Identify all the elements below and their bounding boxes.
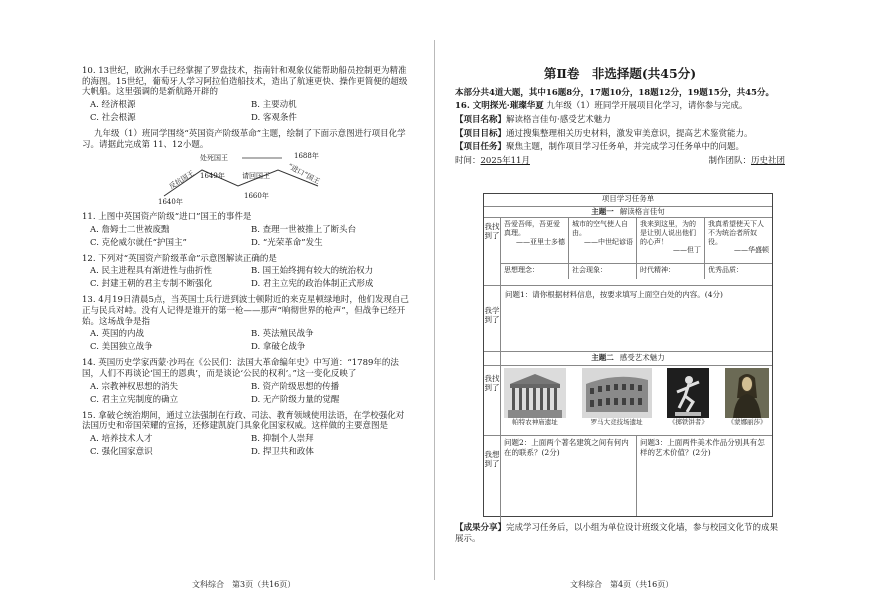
option-b: B. 国王始终拥有较大的统治权力 — [251, 266, 374, 277]
timeline-diagram — [82, 152, 412, 208]
page-divider — [434, 40, 435, 580]
option-c: C. 社会根源 — [90, 112, 136, 123]
theme-2-title: 感受艺术魅力 — [619, 353, 665, 362]
timeline-label-restore: 请回国王 — [242, 172, 270, 181]
option-b: B. 英法殖民战争 — [251, 329, 314, 340]
meta-row — [455, 156, 785, 167]
option-d: D. 君主立宪的政治体制正式形成 — [251, 279, 374, 290]
option-a: A. 经济根源 — [90, 99, 136, 110]
mona-lisa-image — [725, 368, 769, 418]
project-task — [455, 142, 785, 153]
question-10 — [82, 66, 412, 126]
quote-source: ——华盛顿 — [734, 246, 769, 255]
quote-cell — [637, 218, 705, 263]
side-label-found-1: 我找到了 — [484, 218, 501, 288]
timeline-label-1649: 1649年 — [200, 172, 225, 181]
question-text: 15. 拿破仑统治期间，通过立法强制在行政、司法、教育领域使用法语，在学校强化对法国历史和帝国荣耀的宣扬，还修建凯旋门具象化国家权威。这样做的主要意图是 — [82, 410, 405, 432]
team-value: 历史社团 — [750, 155, 785, 166]
option-b: B. 查理一世被推上了断头台 — [251, 224, 357, 235]
quote-cell — [569, 218, 637, 263]
discobolus-image — [667, 368, 709, 418]
project-name-label: 【项目名称】 — [455, 114, 507, 125]
timeline-label-1640: 1640年 — [158, 198, 183, 207]
question-1: 问题1：请你根据材料信息，按要求填写上面空白处的内容。(4分) — [505, 290, 723, 299]
option-d: D. “光荣革命”发生 — [251, 237, 323, 248]
field-spirit: 时代精神： — [637, 264, 705, 279]
options — [90, 382, 412, 408]
option-b: B. 抑制个人崇拜 — [251, 433, 314, 444]
timeline-label-import: “进口”国王 — [286, 162, 322, 186]
question-text: 14. 英国历史学家西蒙·沙玛在《公民们：法国大革命编年史》中写道：“1789年的法国，人们不再谈论‘国王的恩典’，而是谈论‘公民的权利’。”这一变化反映了 — [82, 358, 399, 379]
timeline-label-resist: 反抗国王 — [167, 169, 196, 191]
rule — [484, 285, 772, 286]
project-name-value: 解读格言佳句·感受艺术魅力 — [506, 114, 611, 125]
right-page — [455, 66, 785, 169]
share-text: 完成学习任务后，以小组为单位设计班级文化墙，参与校园文化节的成果展示。 — [455, 523, 779, 544]
option-a: A. 宗教神权思想的消失 — [90, 381, 179, 392]
question-text: 13. 4月19日清晨5点，当英国士兵行进到波士顿附近的来克星顿绿地时，他们发现自己正与民兵对峙。没有人记得是谁开的第一枪——那声“响彻世界的枪声”，但战争已经开始。这场战争是指 — [82, 295, 409, 327]
picture-mona-lisa — [725, 368, 769, 426]
left-page — [82, 66, 412, 463]
option-a: A. 培养技术人才 — [90, 433, 153, 444]
option-c: C. 君主立宪制度的确立 — [90, 394, 179, 405]
field-idea: 思想理念： — [501, 264, 569, 279]
picture-caption: 《掷铁饼者》 — [668, 418, 708, 426]
quote-text: 我来到这里，为的是让别人说出他们的心声！ — [640, 220, 696, 246]
theme-2 — [484, 353, 772, 364]
option-b: B. 资产阶级思想的传播 — [251, 381, 340, 392]
question-16-intro — [455, 101, 785, 112]
side-label-found-2: 我找到了 — [484, 366, 501, 442]
quote-source: ——但丁 — [673, 246, 701, 255]
theme-1-title: 解读格言佳句 — [619, 207, 665, 216]
project-task-value: 聚焦主题，制作项目学习任务单，并完成学习任务单中的问题。 — [506, 142, 745, 153]
option-c: C. 封建王朝的君主专制不断强化 — [90, 279, 213, 290]
option-d: D. 客观条件 — [251, 112, 297, 123]
theme-2-label: 主题二 — [591, 353, 614, 362]
quote-cell — [705, 218, 772, 263]
project-task-label: 【项目任务】 — [455, 142, 507, 153]
right-page-footer: 文科综合 第4页（共16页） — [570, 580, 674, 589]
results-share — [455, 523, 785, 544]
quote-section — [501, 218, 772, 279]
question-text: 11. 上图中英国资产阶级“进口”国王的事件是 — [82, 212, 252, 223]
task-sheet — [483, 193, 773, 517]
quote-source: ——亚里士多德 — [516, 237, 565, 246]
timeline-label-1688: 1688年 — [294, 152, 319, 161]
option-c: C. 克伦威尔就任“护国主” — [90, 237, 187, 248]
question-16-head: 16. 文明探光·璀璨华夏 — [455, 101, 544, 112]
quote-text: 我真希望使天下人不为统治者所奴役。 — [708, 220, 764, 246]
project-goal-value: 通过搜集整理相关历史材料，激发审美意识，提高艺术鉴赏能力。 — [506, 128, 753, 139]
option-c: C. 美国独立战争 — [90, 342, 153, 353]
options — [90, 434, 412, 460]
section-note: 本部分共4道大题，其中16题8分，17题10分，18题12分，19题15分，共45分。 — [455, 87, 774, 98]
option-d: D. 无产阶级力量的觉醒 — [251, 394, 340, 405]
option-a: A. 民主进程具有渐进性与曲折性 — [90, 266, 213, 277]
question-11 — [82, 212, 412, 251]
theme-1-label: 主题一 — [591, 207, 614, 216]
option-d: D. 拿破仑战争 — [251, 342, 306, 353]
question-3: 问题3：上面两件美术作品分别具有怎样的艺术价值？(2分) — [640, 438, 765, 457]
time-field — [455, 156, 530, 167]
option-c: C. 强化国家意识 — [90, 446, 153, 457]
colosseum-image — [582, 368, 652, 418]
question-16-text: 九年级（1）班同学开展项目化学习，请你参与完成。 — [546, 101, 748, 112]
question-13 — [82, 295, 412, 355]
option-d: D. 捍卫共和政体 — [251, 446, 314, 457]
picture-caption: 《蒙娜丽莎》 — [727, 418, 767, 426]
option-a: A. 英国的内战 — [90, 329, 145, 340]
quote-text: 吾爱吾师，吾更爱真理。 — [504, 220, 560, 237]
picture-caption: 帕特农神庙遗址 — [512, 418, 558, 426]
parthenon-image — [504, 368, 566, 418]
project-name — [455, 115, 785, 126]
quote-source: ——中世纪谚语 — [584, 237, 633, 246]
quote-cell — [501, 218, 569, 263]
picture-caption: 罗马大竞技场遗址 — [590, 418, 643, 426]
options — [90, 225, 412, 251]
question-text: 10. 13世纪，欧洲水手已经掌握了罗盘技术，指南针和观象仪能帮助船员控制更为精准的海图。15世纪，葡萄牙人学习阿拉伯造船技术，造出了航速更快、操作更简便的超级大帆船。这里强调的是新航路开辟的 — [82, 66, 408, 98]
side-label-learned: 我学到了 — [484, 286, 501, 370]
timeline-label-execute: 处死国王 — [200, 154, 228, 163]
rule — [484, 351, 772, 352]
project-goal-label: 【项目目标】 — [455, 128, 507, 139]
quote-row — [501, 218, 772, 263]
question-2-3-row — [501, 436, 772, 516]
team-field — [708, 156, 785, 167]
quote-text: 城市的空气使人自由。 — [572, 220, 628, 237]
picture-colosseum — [582, 368, 652, 426]
task-sheet-title: 项目学习任务单 — [484, 194, 772, 207]
question-2: 问题2：上面两个著名建筑之间有何内在的联系？(2分) — [501, 436, 637, 516]
answer-fields — [501, 263, 772, 279]
field-quality: 优秀品质： — [708, 266, 743, 274]
question-14 — [82, 358, 412, 407]
picture-row — [501, 366, 772, 428]
left-page-footer: 文科综合 第3页（共16页） — [192, 580, 296, 589]
question-15 — [82, 411, 412, 460]
share-label: 【成果分享】 — [455, 523, 507, 533]
question-text: 12. 下列对“英国资产阶级革命”示意图解读正确的是 — [82, 253, 277, 264]
timeline-label-1660: 1660年 — [244, 192, 269, 201]
picture-discobolus — [667, 368, 709, 426]
field-phenomenon: 社会现象： — [569, 264, 637, 279]
option-a: A. 詹姆士二世被废黜 — [90, 224, 170, 235]
question-12 — [82, 254, 412, 293]
project-goal — [455, 129, 785, 140]
picture-parthenon — [504, 368, 566, 426]
team-label: 制作团队： — [708, 155, 751, 166]
option-b: B. 主要动机 — [251, 99, 297, 110]
time-value: 2025年11月 — [480, 155, 530, 166]
side-label-thought: 我想到了 — [484, 436, 501, 530]
section-title: 第Ⅱ卷 非选择题(共45分) — [543, 66, 697, 81]
options — [90, 100, 412, 126]
time-label: 时间： — [455, 155, 481, 166]
options — [90, 266, 412, 292]
group-intro: 九年级（1）班同学围绕“英国资产阶级革命”主题，绘制了下面示意图进行项目化学习。请据此完成第 11、12小题。 — [82, 128, 406, 150]
options — [90, 329, 412, 355]
